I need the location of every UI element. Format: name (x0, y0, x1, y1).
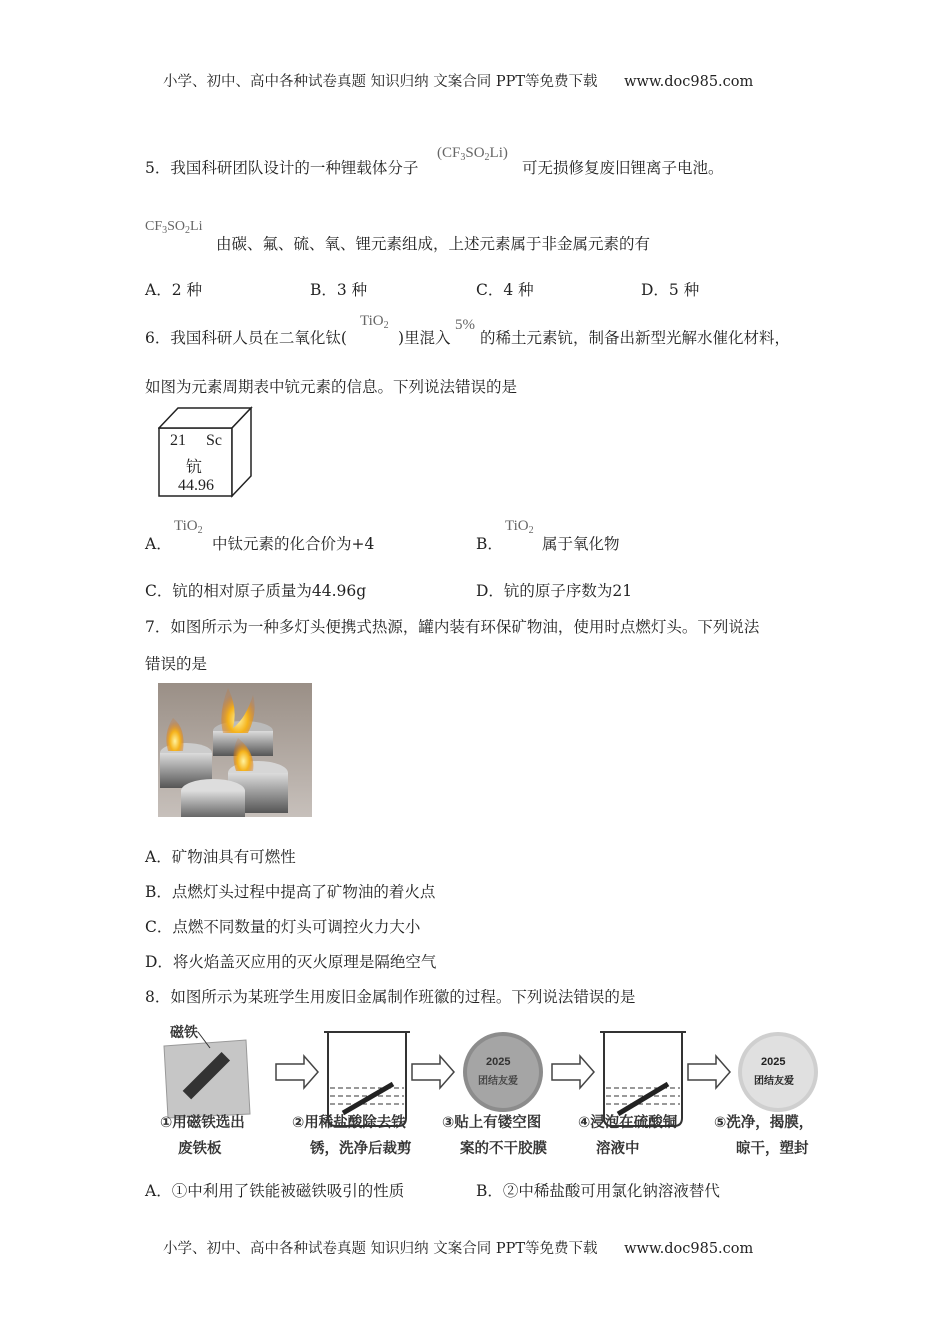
q7-option-b[interactable]: B．点燃灯头过程中提高了矿物油的着火点 (145, 883, 436, 901)
element-name: 钪 (186, 457, 203, 476)
q7-option-c[interactable]: C．点燃不同数量的灯头可调控火力大小 (145, 918, 421, 936)
step-1-label: ①用磁铁选出 废铁板 (160, 1115, 245, 1157)
step-4-label: ④浸泡在硫酸铜 溶液中 (578, 1115, 678, 1157)
badge-year-step5: 2025 (761, 1056, 786, 1068)
q6-option-a-text: 中钛元素的化合价为+4 (212, 535, 375, 553)
q6-line1-suffix: 的稀土元素钪，制备出新型光解水催化材料， (480, 329, 791, 347)
process-diagram (158, 1018, 838, 1162)
q7-option-a[interactable]: A．矿物油具有可燃性 (145, 848, 296, 866)
q5-line1-suffix: 可无损修复废旧锂离子电池。 (522, 159, 724, 177)
badge-year-step3: 2025 (486, 1056, 511, 1068)
badge-text-step5: 团结友爱 (754, 1076, 794, 1087)
burner-photo (158, 683, 312, 817)
step-3-label: ③贴上有镂空图 案的不干胶膜 (442, 1115, 547, 1157)
header-text: 小学、初中、高中各种试卷真题 知识归纳 文案合同 PPT等免费下载 (163, 74, 598, 90)
badge-text-step3: 团结友爱 (478, 1076, 518, 1087)
q5-formula-line2: $CF_3SO_2Li$ (145, 219, 203, 236)
magnet-label: 磁铁 (170, 1024, 198, 1040)
q6-line2: 如图为元素周期表中钪元素的信息。下列说法错误的是 (145, 378, 518, 396)
element-symbol: Sc (206, 432, 222, 449)
q6-percent: 5% (455, 317, 475, 333)
q8-option-a[interactable]: A．①中利用了铁能被磁铁吸引的性质 (145, 1182, 405, 1200)
page-header (163, 70, 753, 91)
element-info-box (158, 406, 253, 498)
q6-option-a-tio2: TiO$_2$ (174, 518, 203, 536)
page-footer (163, 1237, 753, 1258)
step-5-label: ⑤洗净，揭膜， 晾干，塑封 (714, 1115, 814, 1157)
element-mass: 44.96 (178, 477, 214, 494)
q6-option-b-tio2: TiO$_2$ (505, 518, 534, 536)
q6-tio2-inline: TiO$_2$ (360, 313, 389, 331)
q5-option-a[interactable]: A．2 种 (145, 281, 202, 299)
q6-option-b-text: 属于氧化物 (542, 535, 620, 553)
q7-line1: 7．如图所示为一种多灯头便携式热源，罐内装有环保矿物油，使用时点燃灯头。下列说法 (145, 618, 760, 636)
step-2-label: ②用稀盐酸除去铁 锈，洗净后裁剪 (292, 1115, 412, 1157)
q6-line1-mid: )里混入 (398, 329, 451, 347)
q5-option-d[interactable]: D．5 种 (641, 281, 700, 299)
q5-line2: 由碳、氟、硫、氧、锂元素组成，上述元素属于非金属元素的有 (216, 235, 651, 253)
q6-option-d[interactable]: D．钪的原子序数为21 (476, 582, 633, 600)
q5-formula-inline: $(CF_3SO_2Li)$ (437, 145, 508, 163)
q5-option-b[interactable]: B．3 种 (310, 281, 368, 299)
header-url[interactable]: www.doc985.com (624, 74, 754, 90)
footer-text: 小学、初中、高中各种试卷真题 知识归纳 文案合同 PPT等免费下载 (163, 1241, 598, 1257)
q8-line1: 8．如图所示为某班学生用废旧金属制作班徽的过程。下列说法错误的是 (145, 988, 636, 1006)
q7-line2: 错误的是 (145, 655, 208, 673)
element-number: 21 (170, 432, 186, 449)
q6-option-a[interactable]: A． (145, 535, 172, 553)
q6-option-c[interactable]: C．钪的相对原子质量为44.96g (145, 582, 367, 600)
q8-option-b[interactable]: B．②中稀盐酸可用氯化钠溶液替代 (476, 1182, 720, 1200)
q5-option-c[interactable]: C．4 种 (476, 281, 534, 299)
q6-option-b[interactable]: B． (476, 535, 503, 553)
footer-url[interactable]: www.doc985.com (624, 1241, 754, 1257)
q5-line1: 5．我国科研团队设计的一种锂载体分子 (145, 159, 419, 177)
q6-line1-prefix: 6．我国科研人员在二氧化钛( (145, 329, 347, 347)
q7-option-d[interactable]: D．将火焰盖灭应用的灭火原理是隔绝空气 (145, 953, 437, 971)
